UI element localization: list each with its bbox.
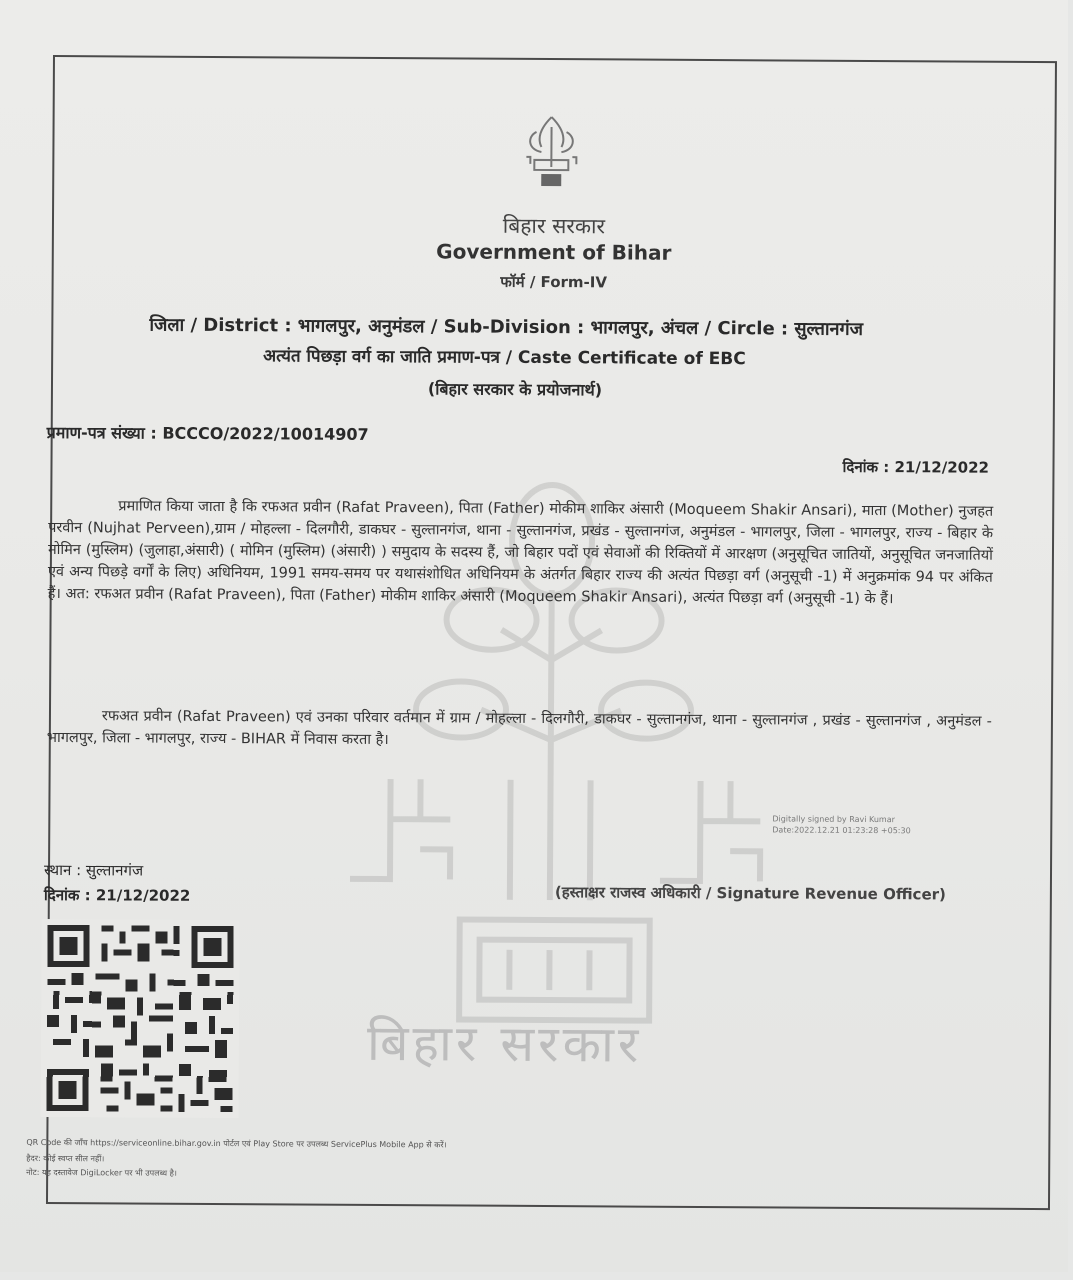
digital-signature-date: Date:2022.12.21 01:23:28 +05:30 [772,825,911,836]
certificate-border [26,55,1057,1210]
certificate-title: अत्यंत पिछड़ा वर्ग का जाति प्रमाण-पत्र / Caste Certificate of EBC [263,346,746,370]
digital-signature-signer: Digitally signed by Ravi Kumar [772,814,895,825]
certificate-purpose: (बिहार सरकार के प्रयोजनार्थ) [427,379,603,400]
form-number: फॉर्म / Form-IV [500,272,608,292]
watermark-text: बिहार सरकार [366,1013,643,1074]
header-hindi-title: बिहार सरकार [502,213,606,239]
residence-paragraph: रफअत प्रवीन (Rafat Praveen) एवं उनका परिवार वर्तमान में ग्राम / मोहल्ला - दिलगौरी, डाकघर - सुल्तानगंज, थाना - सुल्तानगंज , प्रखंड - सुल्तानगंज , अनुमंडल - भागलपुर, जिला - भागलपुर, राज्य - BIHAR में निवास करता है। [46,708,992,749]
issue-date: दिनांक : 21/12/2022 [842,457,990,477]
district-line: जिला / District : भागलपुर, अनुमंडल / Sub-Division : भागलपुर, अंचल / Circle : सुल्तानगंज [149,314,864,340]
place-date: दिनांक : 21/12/2022 [43,885,191,905]
header-english-title: Government of Bihar [436,239,672,265]
qr-code-icon[interactable] [41,919,240,1118]
signature-label: (हस्ताक्षर राजस्व अधिकारी / Signature Revenue Officer) [554,883,946,904]
footer-qr-note: QR Code की जाँच https://serviceonline.bihar.gov.in पोर्टल एवं Play Store पर उपलब्ध ServicePlus Mobile App से करें। [26,1137,447,1150]
certificate-body-paragraph: प्रमाणित किया जाता है कि रफअत प्रवीन (Rafat Praveen), पिता (Father) मोकीम शाकिर अंसारी (Moqueem Shakir Ansari), माता (Mother) नुजहत परवीन (Nujhat Perveen),ग्राम / मोहल्ला - दिलगौरी, डाकघर - सुल्तानगंज, थाना - सुल्तानगंज, प्रखंड - सुल्तानगंज, अनुमंडल - भागलपुर, जिला - भागलपुर, राज्य - बिहार के मोमिन (मुस्लिम) (जुलाहा,अंसारी) ( मोमिन (मुस्लिम) (अंसारी) ) समुदाय के सदस्य हैं, जो बिहार पदों एवं सेवाओं की रिक्तियों में आरक्षण (अनुसूचित जातियों, अनुसूचित जनजातियों एवं अन्य पिछड़े वर्गों के लिए) अधिनियम, 1991 समय-समय पर यथासंशोधित अधिनियम के अंतर्गत बिहार राज्य की अत्यंत पिछड़ा वर्ग (अनुसूची -1) में अनुक्रमांक 94 पर अंकित हैं। अत: रफअत प्रवीन (Rafat Praveen), पिता (Father) मोकीम शाकिर अंसारी (Moqueem Shakir Ansari), अत्यंत पिछड़ा वर्ग (अनुसूची -1) के हैं। [47,498,994,608]
digital-signature [772,813,911,836]
bihar-emblem-icon [506,112,596,193]
footer-digilocker-note: नोट: यह दस्तावेज DigiLocker पर भी उपलब्ध है। [26,1167,177,1178]
place-label: स्थान : सुल्तानगंज [43,860,144,880]
footer-seal-note: हैदर: कोई स्वप्त सील नहीं। [26,1153,105,1164]
certificate-number: प्रमाण-पत्र संख्या : BCCCO/2022/10014907 [46,422,369,444]
